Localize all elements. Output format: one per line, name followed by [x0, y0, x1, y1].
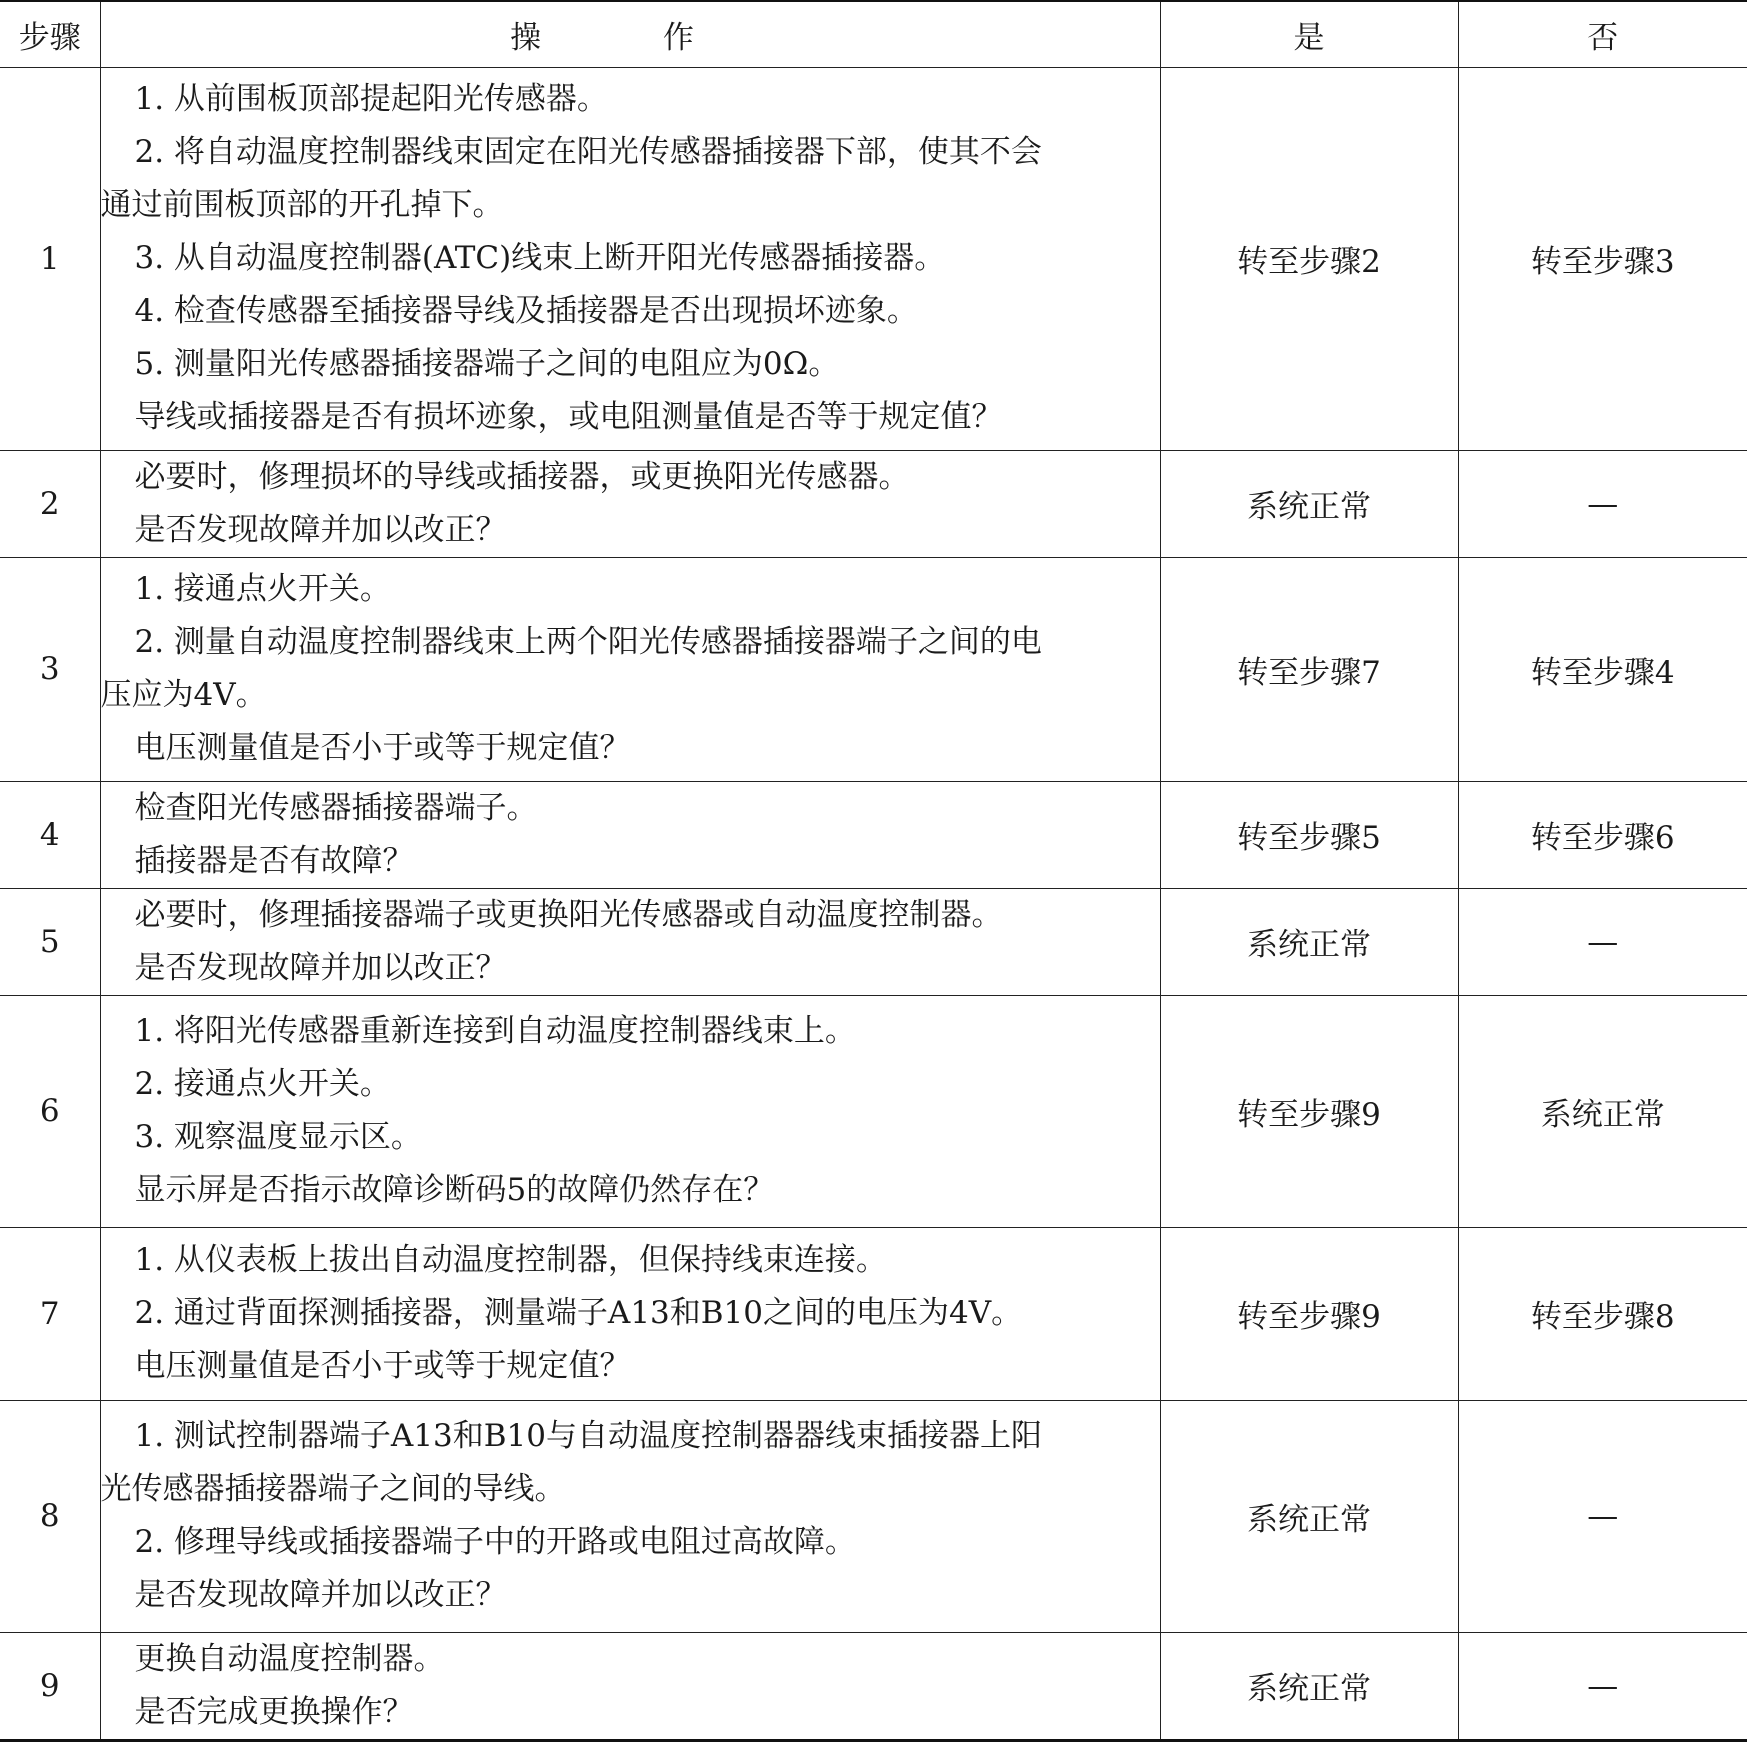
yes-result: 系统正常 — [1160, 888, 1458, 995]
operation-line: 3. 从自动温度控制器(ATC)线束上断开阳光传感器插接器。 — [134, 240, 946, 276]
operation-line: 通过前围板顶部的开孔掉下。 — [100, 187, 504, 223]
step-number: 8 — [0, 1400, 100, 1632]
operation-line: 是否发现故障并加以改正？ — [134, 511, 507, 548]
yes-result: 系统正常 — [1160, 450, 1458, 557]
no-result: — — [1458, 450, 1747, 557]
no-result: 转至步骤4 — [1458, 557, 1747, 781]
operation-line: 电压测量值是否小于或等于规定值？ — [134, 730, 631, 766]
no-result: — — [1458, 1632, 1747, 1740]
operation-line: 1. 测试控制器端子A13和B10与自动温度控制器器线束插接器上阳 — [134, 1418, 1042, 1454]
no-result: 转至步骤3 — [1458, 67, 1747, 450]
yes-result: 转至步骤5 — [1160, 781, 1458, 888]
operation-line: 是否发现故障并加以改正？ — [134, 1577, 507, 1613]
no-result: 转至步骤8 — [1458, 1227, 1747, 1400]
operation-cell — [100, 888, 1160, 995]
operation-line: 压应为4V。 — [100, 677, 267, 713]
operation-line: 2. 接通点火开关。 — [134, 1066, 391, 1102]
header-no: 否 — [1458, 1, 1747, 67]
table-row — [0, 888, 1747, 995]
header-step: 步骤 — [0, 1, 100, 67]
operation-line: 2. 将自动温度控制器线束固定在阳光传感器插接器下部，使其不会 — [134, 134, 1042, 170]
yes-result: 转至步骤7 — [1160, 557, 1458, 781]
yes-result: 系统正常 — [1160, 1632, 1458, 1740]
operation-line: 1. 接通点火开关。 — [134, 571, 391, 607]
header-yes: 是 — [1160, 1, 1458, 67]
operation-line: 5. 测量阳光传感器插接器端子之间的电阻应为0Ω。 — [134, 346, 840, 382]
no-result: — — [1458, 888, 1747, 995]
step-number: 7 — [0, 1227, 100, 1400]
operation-line: 电压测量值是否小于或等于规定值？ — [134, 1348, 631, 1384]
operation-cell — [100, 67, 1160, 450]
table-row — [0, 1400, 1747, 1632]
yes-result: 系统正常 — [1160, 1400, 1458, 1632]
operation-cell — [100, 995, 1160, 1227]
no-result: — — [1458, 1400, 1747, 1632]
operation-line: 更换自动温度控制器。 — [134, 1640, 445, 1677]
step-number: 6 — [0, 995, 100, 1227]
header-operation: 操 作 — [100, 1, 1160, 67]
operation-cell — [100, 450, 1160, 557]
table-row — [0, 557, 1747, 781]
operation-line: 4. 检查传感器至插接器导线及插接器是否出现损坏迹象。 — [134, 293, 918, 329]
operation-cell — [100, 781, 1160, 888]
table-row — [0, 67, 1747, 450]
operation-cell — [100, 1227, 1160, 1400]
operation-line: 是否完成更换操作？ — [134, 1693, 414, 1730]
operation-cell — [100, 557, 1160, 781]
operation-line: 插接器是否有故障？ — [134, 842, 414, 879]
step-number: 2 — [0, 450, 100, 557]
operation-line: 导线或插接器是否有损坏迹象，或电阻测量值是否等于规定值？ — [134, 399, 1003, 435]
no-result: 转至步骤6 — [1458, 781, 1747, 888]
operation-line: 1. 将阳光传感器重新连接到自动温度控制器线束上。 — [134, 1013, 856, 1049]
table-row — [0, 781, 1747, 888]
operation-line: 2. 修理导线或插接器端子中的开路或电阻过高故障。 — [134, 1524, 856, 1560]
header-row — [0, 1, 1747, 67]
operation-line: 显示屏是否指示故障诊断码5的故障仍然存在？ — [134, 1172, 775, 1208]
operation-cell — [100, 1400, 1160, 1632]
table-row — [0, 1632, 1747, 1740]
yes-result: 转至步骤9 — [1160, 1227, 1458, 1400]
yes-result: 转至步骤2 — [1160, 67, 1458, 450]
step-number: 9 — [0, 1632, 100, 1740]
operation-line: 3. 观察温度显示区。 — [134, 1119, 422, 1155]
operation-line: 1. 从仪表板上拔出自动温度控制器，但保持线束连接。 — [134, 1242, 887, 1278]
table-row — [0, 450, 1747, 557]
operation-line: 检查阳光传感器插接器端子。 — [134, 789, 538, 826]
step-number: 4 — [0, 781, 100, 888]
step-number: 5 — [0, 888, 100, 995]
operation-line: 1. 从前围板顶部提起阳光传感器。 — [134, 81, 608, 117]
step-number: 3 — [0, 557, 100, 781]
operation-line: 是否发现故障并加以改正？ — [134, 949, 507, 986]
operation-line: 必要时，修理损坏的导线或插接器，或更换阳光传感器。 — [134, 458, 910, 495]
table-row — [0, 1227, 1747, 1400]
yes-result: 转至步骤9 — [1160, 995, 1458, 1227]
table-row — [0, 995, 1747, 1227]
operation-line: 必要时，修理插接器端子或更换阳光传感器或自动温度控制器。 — [134, 896, 1003, 933]
operation-line: 2. 测量自动温度控制器线束上两个阳光传感器插接器端子之间的电 — [134, 624, 1042, 660]
step-number: 1 — [0, 67, 100, 450]
operation-line: 2. 通过背面探测插接器，测量端子A13和B10之间的电压为4V。 — [134, 1295, 1023, 1331]
table-body — [0, 67, 1747, 1740]
no-result: 系统正常 — [1458, 995, 1747, 1227]
operation-cell — [100, 1632, 1160, 1740]
operation-line: 光传感器插接器端子之间的导线。 — [100, 1471, 566, 1507]
